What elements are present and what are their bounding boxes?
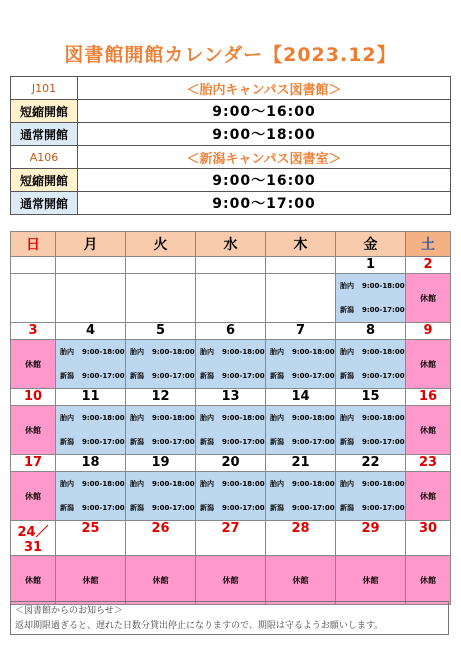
campus-name: 胎内 xyxy=(270,414,284,422)
notice-heading: ＜図書館からのお知らせ＞ xyxy=(15,606,123,616)
weekday-header: 月 xyxy=(56,232,126,257)
campus-hours: 9:00-17:00 xyxy=(362,372,405,380)
campus-hours-line xyxy=(126,406,195,430)
date-number-row xyxy=(11,323,451,340)
campus-name: 胎内 xyxy=(270,348,284,356)
campus-hours: 9:00-17:00 xyxy=(362,306,405,314)
calendar-table xyxy=(10,231,451,605)
campus-name: 胎内 xyxy=(130,414,144,422)
closed-day-cell: 休館 xyxy=(196,556,266,605)
campus-hours: 9:00-17:00 xyxy=(292,504,335,512)
date-number: 3 xyxy=(11,323,56,340)
campus-hours: 9:00-18:00 xyxy=(82,480,125,488)
campus-hours-line xyxy=(266,472,335,496)
campus-name: 胎内 xyxy=(200,414,214,422)
campus-name: 新潟 xyxy=(340,306,354,314)
date-number: 17 xyxy=(11,455,56,472)
empty-day-cell xyxy=(196,274,266,323)
short-hours-value: 9:00〜16:00 xyxy=(78,100,451,123)
weekday-header: 金 xyxy=(336,232,406,257)
weekday-header: 日 xyxy=(11,232,56,257)
campus-hours-line xyxy=(336,406,405,430)
campus-hours-line xyxy=(266,340,335,364)
campus-hours: 9:00-18:00 xyxy=(152,414,195,422)
campus-hours-line xyxy=(336,274,405,298)
date-number: 14 xyxy=(266,389,336,406)
campus-name: 胎内 xyxy=(340,414,354,422)
campus-hours: 9:00-17:00 xyxy=(152,372,195,380)
campus-hours: 9:00-18:00 xyxy=(222,348,265,356)
open-day-cell xyxy=(56,472,126,521)
campus-hours-line xyxy=(56,430,125,454)
date-number: 10 xyxy=(11,389,56,406)
closed-day-cell: 休館 xyxy=(126,556,196,605)
campus-name: 新潟 xyxy=(340,504,354,512)
campus-name: 胎内 xyxy=(200,348,214,356)
campus-hours-line xyxy=(126,430,195,454)
normal-hours-label: 通常開館 xyxy=(11,192,78,215)
date-status-row xyxy=(11,556,451,605)
date-number: 26 xyxy=(126,521,196,556)
date-number: 5 xyxy=(126,323,196,340)
campus-hours: 9:00-17:00 xyxy=(152,504,195,512)
open-day-cell xyxy=(196,406,266,455)
campus-hours: 9:00-18:00 xyxy=(222,414,265,422)
library-code: A106 xyxy=(11,146,78,169)
campus-hours: 9:00-18:00 xyxy=(152,348,195,356)
closed-day-cell: 休館 xyxy=(406,340,451,389)
campus-hours-line xyxy=(196,430,265,454)
campus-name: 新潟 xyxy=(200,438,214,446)
date-number: 25 xyxy=(56,521,126,556)
campus-name: 胎内 xyxy=(60,414,74,422)
open-day-cell xyxy=(56,340,126,389)
library-name: ＜胎内キャンパス図書館＞ xyxy=(78,77,451,100)
date-number: 6 xyxy=(196,323,266,340)
date-number: 7 xyxy=(266,323,336,340)
closed-day-cell: 休館 xyxy=(406,406,451,455)
opening-hours-table xyxy=(10,76,451,215)
date-status-row xyxy=(11,340,451,389)
campus-hours: 9:00-17:00 xyxy=(362,504,405,512)
date-number: 11 xyxy=(56,389,126,406)
campus-hours-line xyxy=(56,496,125,520)
date-number: 9 xyxy=(406,323,451,340)
date-number: 20 xyxy=(196,455,266,472)
open-day-cell xyxy=(336,406,406,455)
date-status-row xyxy=(11,274,451,323)
date-number: 1 xyxy=(336,257,406,274)
notice-box xyxy=(10,601,449,635)
empty-day-cell xyxy=(11,274,56,323)
campus-hours-line xyxy=(126,472,195,496)
campus-name: 胎内 xyxy=(340,348,354,356)
campus-hours-line xyxy=(56,340,125,364)
campus-name: 胎内 xyxy=(130,348,144,356)
campus-hours: 9:00-18:00 xyxy=(292,480,335,488)
date-number: 13 xyxy=(196,389,266,406)
campus-hours: 9:00-18:00 xyxy=(292,414,335,422)
campus-hours: 9:00-18:00 xyxy=(82,348,125,356)
date-number xyxy=(11,257,56,274)
normal-hours-value: 9:00〜18:00 xyxy=(78,123,451,146)
open-day-cell xyxy=(196,472,266,521)
campus-hours: 9:00-17:00 xyxy=(82,504,125,512)
open-day-cell xyxy=(336,472,406,521)
campus-hours: 9:00-18:00 xyxy=(362,282,405,290)
open-day-cell xyxy=(126,406,196,455)
open-day-cell xyxy=(266,472,336,521)
library-name: ＜新潟キャンパス図書室＞ xyxy=(78,146,451,169)
campus-name: 新潟 xyxy=(270,372,284,380)
open-day-cell xyxy=(336,340,406,389)
campus-hours: 9:00-18:00 xyxy=(362,348,405,356)
short-hours-label: 短縮開館 xyxy=(11,169,78,192)
date-status-row xyxy=(11,406,451,455)
campus-hours-line xyxy=(56,406,125,430)
campus-hours-line xyxy=(126,340,195,364)
campus-hours: 9:00-17:00 xyxy=(222,438,265,446)
campus-hours-line xyxy=(196,340,265,364)
closed-day-cell: 休館 xyxy=(11,472,56,521)
date-number: 27 xyxy=(196,521,266,556)
closed-day-cell: 休館 xyxy=(336,556,406,605)
campus-hours: 9:00-17:00 xyxy=(292,438,335,446)
campus-hours-line xyxy=(336,298,405,322)
date-number: 19 xyxy=(126,455,196,472)
closed-day-cell: 休館 xyxy=(56,556,126,605)
campus-hours: 9:00-17:00 xyxy=(82,438,125,446)
date-number-row xyxy=(11,455,451,472)
weekday-header-row xyxy=(11,232,451,257)
campus-hours-line xyxy=(126,496,195,520)
campus-hours-line xyxy=(336,430,405,454)
campus-hours: 9:00-18:00 xyxy=(292,348,335,356)
closed-day-cell: 休館 xyxy=(406,472,451,521)
campus-hours: 9:00-18:00 xyxy=(82,414,125,422)
campus-hours-line xyxy=(56,472,125,496)
campus-hours-line xyxy=(336,364,405,388)
campus-hours: 9:00-18:00 xyxy=(152,480,195,488)
short-hours-label: 短縮開館 xyxy=(11,100,78,123)
normal-hours-value: 9:00〜17:00 xyxy=(78,192,451,215)
campus-name: 胎内 xyxy=(340,480,354,488)
campus-hours-line xyxy=(196,472,265,496)
campus-hours-line xyxy=(336,340,405,364)
campus-hours-line xyxy=(126,364,195,388)
date-number: 18 xyxy=(56,455,126,472)
closed-day-cell: 休館 xyxy=(406,274,451,323)
open-day-cell xyxy=(196,340,266,389)
campus-hours-line xyxy=(196,496,265,520)
campus-hours: 9:00-17:00 xyxy=(222,504,265,512)
date-number: 23 xyxy=(406,455,451,472)
date-number: 4 xyxy=(56,323,126,340)
date-number: 15 xyxy=(336,389,406,406)
open-day-cell xyxy=(266,340,336,389)
campus-name: 新潟 xyxy=(340,372,354,380)
date-number: 16 xyxy=(406,389,451,406)
weekday-header: 水 xyxy=(196,232,266,257)
campus-name: 胎内 xyxy=(60,480,74,488)
campus-hours: 9:00-18:00 xyxy=(362,414,405,422)
date-number-row xyxy=(11,257,451,274)
normal-hours-label: 通常開館 xyxy=(11,123,78,146)
campus-name: 新潟 xyxy=(340,438,354,446)
campus-hours: 9:00-17:00 xyxy=(362,438,405,446)
empty-day-cell xyxy=(266,274,336,323)
date-number: 24／31 xyxy=(11,521,56,556)
closed-day-cell: 休館 xyxy=(406,556,451,605)
campus-name: 新潟 xyxy=(60,438,74,446)
campus-hours-line xyxy=(336,496,405,520)
date-number xyxy=(196,257,266,274)
date-number: 22 xyxy=(336,455,406,472)
weekday-header: 火 xyxy=(126,232,196,257)
campus-name: 新潟 xyxy=(60,504,74,512)
date-number: 8 xyxy=(336,323,406,340)
closed-day-cell: 休館 xyxy=(11,406,56,455)
campus-name: 胎内 xyxy=(60,348,74,356)
date-number: 21 xyxy=(266,455,336,472)
date-status-row xyxy=(11,472,451,521)
campus-hours: 9:00-18:00 xyxy=(362,480,405,488)
campus-name: 胎内 xyxy=(270,480,284,488)
open-day-cell xyxy=(126,472,196,521)
open-day-cell xyxy=(56,406,126,455)
library-code: J101 xyxy=(11,77,78,100)
campus-hours: 9:00-17:00 xyxy=(152,438,195,446)
campus-name: 胎内 xyxy=(340,282,354,290)
campus-name: 新潟 xyxy=(130,438,144,446)
campus-hours-line xyxy=(266,430,335,454)
campus-name: 胎内 xyxy=(130,480,144,488)
campus-hours-line xyxy=(196,406,265,430)
closed-day-cell: 休館 xyxy=(266,556,336,605)
notice-body: 返却期限過ぎると、遅れた日数分貸出停止になりますので、期限は守るようお願いします。 xyxy=(15,621,384,631)
campus-hours-line xyxy=(266,406,335,430)
campus-name: 新潟 xyxy=(130,504,144,512)
campus-hours-line xyxy=(266,364,335,388)
open-day-cell xyxy=(336,274,406,323)
campus-hours: 9:00-17:00 xyxy=(222,372,265,380)
date-number: 28 xyxy=(266,521,336,556)
date-number: 30 xyxy=(406,521,451,556)
campus-name: 新潟 xyxy=(60,372,74,380)
campus-name: 新潟 xyxy=(200,372,214,380)
date-number: 2 xyxy=(406,257,451,274)
campus-name: 新潟 xyxy=(200,504,214,512)
date-number xyxy=(56,257,126,274)
short-hours-value: 9:00〜16:00 xyxy=(78,169,451,192)
campus-name: 新潟 xyxy=(270,438,284,446)
campus-hours-line xyxy=(196,364,265,388)
campus-hours: 9:00-17:00 xyxy=(82,372,125,380)
page-title: 図書館開館カレンダー【2023.12】 xyxy=(64,44,397,66)
empty-day-cell xyxy=(56,274,126,323)
closed-day-cell: 休館 xyxy=(11,340,56,389)
date-number xyxy=(126,257,196,274)
empty-day-cell xyxy=(126,274,196,323)
campus-hours: 9:00-18:00 xyxy=(222,480,265,488)
campus-name: 新潟 xyxy=(130,372,144,380)
campus-name: 新潟 xyxy=(270,504,284,512)
campus-hours: 9:00-17:00 xyxy=(292,372,335,380)
weekday-header: 土 xyxy=(406,232,451,257)
campus-hours-line xyxy=(56,364,125,388)
date-number-row xyxy=(11,389,451,406)
date-number-row xyxy=(11,521,451,556)
open-day-cell xyxy=(266,406,336,455)
open-day-cell xyxy=(126,340,196,389)
campus-name: 胎内 xyxy=(200,480,214,488)
closed-day-cell: 休館 xyxy=(11,556,56,605)
date-number: 29 xyxy=(336,521,406,556)
campus-hours-line xyxy=(336,472,405,496)
date-number: 12 xyxy=(126,389,196,406)
date-number xyxy=(266,257,336,274)
campus-hours-line xyxy=(266,496,335,520)
weekday-header: 木 xyxy=(266,232,336,257)
